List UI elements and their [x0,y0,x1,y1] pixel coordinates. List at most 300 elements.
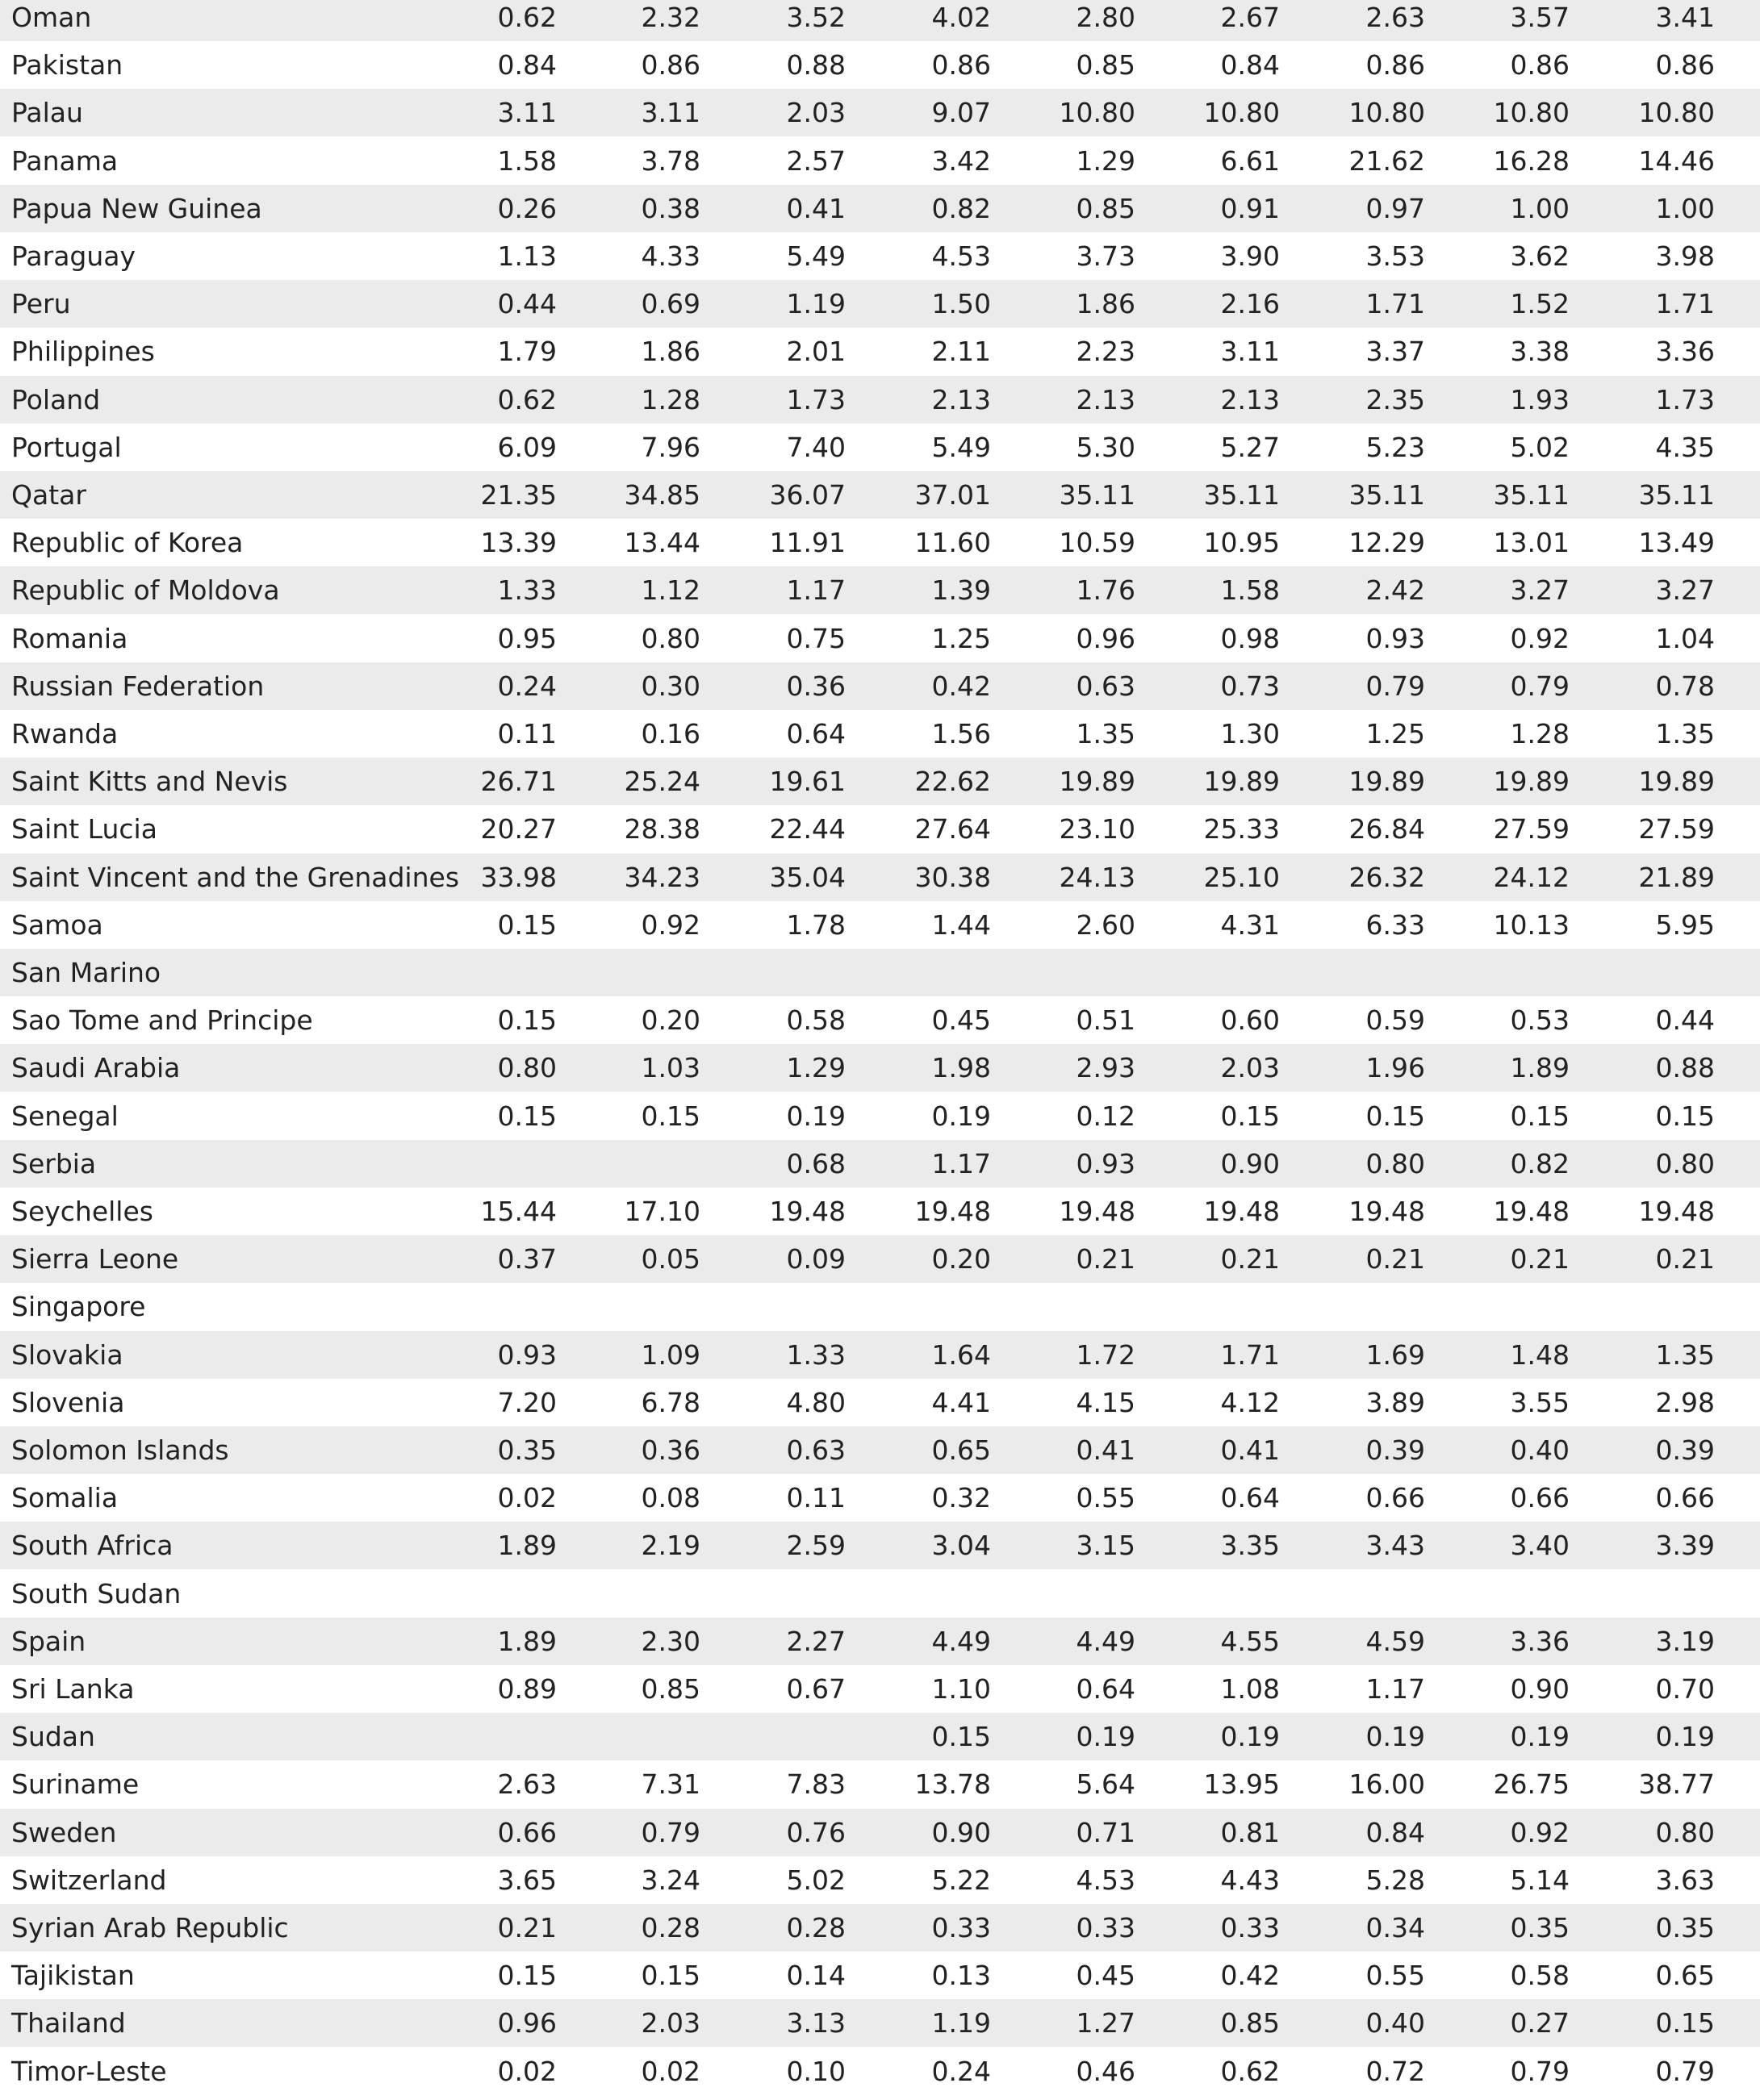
value-cell: 0.90 [1220,1147,1280,1179]
value-cell: 4.31 [1220,908,1280,941]
value-cell: 0.33 [1220,1912,1280,1943]
value-cell: 10.80 [1493,97,1570,129]
value-cell: 2.11 [931,336,991,368]
value-cell: 4.35 [1655,431,1715,463]
value-cell: 13.95 [1203,1768,1280,1801]
value-cell: 0.15 [1655,2007,1715,2039]
value-cell: 0.10 [786,2055,846,2087]
value-cell: 0.15 [931,1721,991,1753]
value-cell: 16.00 [1348,1768,1425,1801]
value-cell: 1.86 [1076,288,1135,320]
value-cell: 0.63 [1076,670,1135,702]
value-cell: 0.80 [1655,1816,1715,1848]
value-cell: 3.38 [1510,336,1570,368]
country-name: Seychelles [11,1196,153,1227]
value-cell: 0.96 [1076,622,1135,654]
value-cell: 3.37 [1365,336,1425,368]
value-cell: 0.02 [497,2055,557,2087]
value-cell: 4.80 [786,1386,846,1418]
value-cell: 0.96 [497,2007,557,2039]
value-cell: 4.53 [931,240,991,272]
value-cell: 35.11 [1348,479,1425,511]
table-row [0,1426,1760,1474]
value-cell: 0.26 [497,192,557,224]
value-cell [1288,1283,1425,1330]
country-name: Slovakia [11,1338,123,1371]
value-cell: 2.23 [1076,336,1135,368]
value-cell: 0.79 [1365,670,1425,702]
country-name: Serbia [11,1147,97,1179]
table-row [0,471,1760,519]
value-cell: 33.98 [480,861,557,893]
value-cell: 6.33 [1365,908,1425,941]
value-cell [1143,1570,1280,1618]
value-cell: 0.34 [1365,1912,1425,1943]
value-cell: 1.96 [1365,1052,1425,1084]
value-cell: 0.15 [1655,1100,1715,1132]
country-name: Slovenia [11,1386,125,1418]
value-cell: 4.15 [1076,1386,1135,1418]
value-cell: 0.19 [1220,1721,1280,1753]
table-row [0,41,1760,89]
value-cell: 0.82 [931,192,991,224]
value-cell: 0.86 [1655,49,1715,81]
value-cell: 5.95 [1655,908,1715,941]
value-cell: 0.69 [641,288,700,320]
value-cell: 7.40 [786,431,846,463]
value-cell: 0.15 [1510,1100,1570,1132]
value-cell: 0.28 [641,1912,700,1943]
table-row [0,1665,1760,1713]
country-name: Poland [11,383,101,415]
value-cell: 19.48 [1638,1196,1715,1227]
value-cell: 0.90 [931,1816,991,1848]
value-cell: 3.63 [1655,1864,1715,1896]
value-cell: 0.88 [1655,1052,1715,1084]
value-cell: 1.56 [931,718,991,749]
country-name: South Africa [11,1530,173,1562]
value-cell: 10.59 [1059,527,1135,559]
country-name: South Sudan [11,1577,182,1609]
value-cell: 5.27 [1220,431,1280,463]
value-cell: 1.93 [1510,383,1570,415]
value-cell: 14.46 [1638,144,1715,177]
value-cell: 1.71 [1365,288,1425,320]
country-name: Sierra Leone [11,1243,179,1275]
value-cell: 0.20 [641,1004,700,1037]
value-cell: 0.20 [931,1243,991,1275]
value-cell: 1.00 [1655,192,1715,224]
value-cell: 1.76 [1076,574,1135,607]
table-row [0,137,1760,185]
value-cell: 26.75 [1493,1768,1570,1801]
value-cell: 1.33 [497,574,557,607]
country-name: Panama [11,144,119,177]
value-cell: 1.08 [1220,1673,1280,1705]
country-name: Senegal [11,1100,119,1132]
country-name: Spain [11,1625,86,1657]
value-cell: 0.66 [497,1816,557,1848]
table-row [0,1140,1760,1188]
value-cell: 0.55 [1076,1482,1135,1514]
table-row [0,1235,1760,1283]
value-cell: 0.02 [497,1482,557,1514]
value-cell: 0.88 [786,49,846,81]
value-cell: 0.05 [641,1243,700,1275]
value-cell: 0.27 [1510,2007,1570,2039]
table-row [0,1283,1760,1330]
value-cell: 10.13 [1493,908,1570,941]
value-cell: 2.98 [1655,1386,1715,1418]
country-name: Samoa [11,908,103,941]
value-cell: 1.89 [1510,1052,1570,1084]
value-cell: 1.78 [786,908,846,941]
value-cell: 0.65 [1655,1960,1715,1992]
value-cell: 2.03 [641,2007,700,2039]
value-cell: 4.53 [1076,1864,1135,1896]
value-cell: 0.08 [641,1482,700,1514]
value-cell: 0.68 [786,1147,846,1179]
value-cell [709,1283,846,1330]
value-cell: 0.70 [1655,1673,1715,1705]
value-cell: 0.58 [1510,1960,1570,1992]
value-cell: 1.12 [641,574,700,607]
value-cell: 1.17 [786,574,846,607]
value-cell: 3.78 [641,144,700,177]
value-cell: 20.27 [480,813,557,845]
value-cell: 0.78 [1655,670,1715,702]
value-cell: 0.71 [1076,1816,1135,1848]
value-cell: 4.49 [931,1625,991,1657]
value-cell: 2.80 [1076,2,1135,33]
value-cell: 7.31 [641,1768,700,1801]
value-cell: 4.02 [931,2,991,33]
country-name: Timor-Leste [11,2055,167,2087]
value-cell: 1.58 [1220,574,1280,607]
country-name: Philippines [11,336,155,368]
value-cell: 1.48 [1510,1338,1570,1371]
table-row [0,328,1760,375]
value-cell: 1.64 [931,1338,991,1371]
value-cell: 0.38 [641,192,700,224]
country-name: Peru [11,288,71,320]
value-cell: 19.61 [769,766,846,798]
value-cell: 22.44 [769,813,846,845]
country-name: Republic of Korea [11,527,244,559]
value-cell: 35.11 [1203,479,1280,511]
value-cell: 13.49 [1638,527,1715,559]
value-cell: 5.14 [1510,1864,1570,1896]
value-cell: 0.58 [786,1004,846,1037]
value-cell: 3.35 [1220,1530,1280,1562]
country-name: Singapore [11,1291,146,1323]
value-cell [1578,1570,1715,1618]
value-cell: 0.86 [931,49,991,81]
value-cell [420,1283,557,1330]
value-cell: 2.35 [1365,383,1425,415]
value-cell: 21.62 [1348,144,1425,177]
value-cell: 2.13 [931,383,991,415]
value-cell: 0.93 [497,1338,557,1371]
value-cell: 3.11 [497,97,557,129]
country-name: Republic of Moldova [11,574,280,607]
value-cell: 0.64 [1220,1482,1280,1514]
value-cell: 0.75 [786,622,846,654]
value-cell: 0.19 [1365,1721,1425,1753]
value-cell: 0.35 [1510,1912,1570,1943]
value-cell: 1.35 [1655,1338,1715,1371]
value-cell: 0.11 [497,718,557,749]
value-cell: 0.39 [1655,1434,1715,1466]
value-cell: 4.41 [931,1386,991,1418]
value-cell: 0.45 [931,1004,991,1037]
value-cell: 0.19 [1655,1721,1715,1753]
value-cell [420,1570,557,1618]
value-cell: 0.44 [497,288,557,320]
value-cell: 7.96 [641,431,700,463]
value-cell: 25.33 [1203,813,1280,845]
value-cell: 0.41 [1076,1434,1135,1466]
value-cell: 0.21 [1510,1243,1570,1275]
value-cell: 0.15 [641,1960,700,1992]
value-cell: 19.48 [1348,1196,1425,1227]
value-cell: 1.89 [497,1530,557,1562]
value-cell [998,1283,1135,1330]
value-cell: 0.21 [497,1912,557,1943]
value-cell: 1.35 [1076,718,1135,749]
value-cell: 0.80 [641,622,700,654]
value-cell: 1.03 [641,1052,700,1084]
value-cell: 0.15 [497,1960,557,1992]
value-cell: 19.89 [1059,766,1135,798]
table-row [0,1618,1760,1665]
table-row [0,566,1760,614]
table-row [0,1188,1760,1235]
value-cell: 6.09 [497,431,557,463]
value-cell: 0.86 [1510,49,1570,81]
value-cell [1432,1570,1570,1618]
value-cell: 2.27 [786,1625,846,1657]
country-name: Paraguay [11,240,136,272]
value-cell: 1.50 [931,288,991,320]
value-cell: 1.73 [786,383,846,415]
value-cell: 0.36 [641,1434,700,1466]
value-cell: 0.82 [1510,1147,1570,1179]
value-cell: 10.80 [1059,97,1135,129]
value-cell [1143,949,1280,996]
value-cell: 0.81 [1220,1816,1280,1848]
value-cell: 16.28 [1493,144,1570,177]
table-row [0,0,1760,41]
country-name: Saudi Arabia [11,1052,181,1084]
value-cell: 0.64 [1076,1673,1135,1705]
value-cell: 0.73 [1220,670,1280,702]
value-cell: 19.48 [1059,1196,1135,1227]
value-cell: 3.04 [931,1530,991,1562]
value-cell: 30.38 [914,861,991,893]
value-cell: 5.02 [786,1864,846,1896]
value-cell: 0.84 [497,49,557,81]
value-cell: 0.65 [931,1434,991,1466]
value-cell: 0.85 [1076,49,1135,81]
value-cell: 1.17 [931,1147,991,1179]
country-name: Papua New Guinea [11,192,262,224]
table-row [0,1522,1760,1569]
table-row [0,89,1760,136]
value-cell [1288,1570,1425,1618]
value-cell: 0.09 [786,1243,846,1275]
value-cell: 19.89 [1638,766,1715,798]
country-name: Suriname [11,1768,140,1801]
value-cell: 0.85 [1220,2007,1280,2039]
value-cell: 12.29 [1348,527,1425,559]
value-cell: 5.49 [931,431,991,463]
table-row [0,901,1760,949]
table-row [0,1856,1760,1904]
table-row [0,1379,1760,1426]
value-cell: 1.58 [497,144,557,177]
value-cell: 27.64 [914,813,991,845]
value-cell: 3.65 [497,1864,557,1896]
country-name: Saint Kitts and Nevis [11,766,288,798]
value-cell: 0.15 [497,908,557,941]
value-cell: 19.89 [1203,766,1280,798]
value-cell: 11.60 [914,527,991,559]
value-cell: 25.10 [1203,861,1280,893]
value-cell: 5.64 [1076,1768,1135,1801]
value-cell: 35.11 [1493,479,1570,511]
value-cell: 26.84 [1348,813,1425,845]
value-cell: 1.71 [1655,288,1715,320]
value-cell: 0.40 [1365,2007,1425,2039]
value-cell: 3.36 [1655,336,1715,368]
value-cell: 0.35 [497,1434,557,1466]
value-cell: 15.44 [480,1196,557,1227]
value-cell: 3.39 [1655,1530,1715,1562]
value-cell: 5.23 [1365,431,1425,463]
value-cell: 0.79 [641,1816,700,1848]
value-cell: 5.22 [931,1864,991,1896]
value-cell [1578,1283,1715,1330]
value-cell: 3.36 [1510,1625,1570,1657]
value-cell: 25.24 [624,766,700,798]
value-cell: 4.55 [1220,1625,1280,1657]
table-row [0,996,1760,1044]
value-cell: 2.57 [786,144,846,177]
value-cell: 28.38 [624,813,700,845]
value-cell: 2.63 [1365,2,1425,33]
value-cell: 0.36 [786,670,846,702]
value-cell: 36.07 [769,479,846,511]
value-cell: 7.83 [786,1768,846,1801]
value-cell: 34.23 [624,861,700,893]
country-name: Palau [11,97,83,129]
value-cell: 1.35 [1655,718,1715,749]
value-cell: 1.10 [931,1673,991,1705]
value-cell: 26.32 [1348,861,1425,893]
value-cell: 3.19 [1655,1625,1715,1657]
value-cell: 0.62 [497,2,557,33]
value-cell: 2.19 [641,1530,700,1562]
value-cell: 0.32 [931,1482,991,1514]
value-cell: 4.59 [1365,1625,1425,1657]
table-row [0,1474,1760,1522]
value-cell: 0.85 [1076,192,1135,224]
value-cell: 0.19 [1076,1721,1135,1753]
value-cell: 1.19 [931,2007,991,2039]
value-cell: 2.16 [1220,288,1280,320]
value-cell: 1.73 [1655,383,1715,415]
value-cell [420,1713,557,1760]
table-row [0,2048,1760,2095]
country-name: Portugal [11,431,122,463]
table-row [0,1570,1760,1618]
value-cell: 0.15 [497,1004,557,1037]
value-cell: 0.55 [1365,1960,1425,1992]
table-row [0,1092,1760,1140]
value-cell: 13.44 [624,527,700,559]
table-row [0,185,1760,232]
table-row [0,854,1760,901]
value-cell: 3.90 [1220,240,1280,272]
value-cell: 21.89 [1638,861,1715,893]
table-row [0,280,1760,328]
value-cell [854,1283,991,1330]
country-name: Saint Vincent and the Grenadines [11,861,460,893]
value-cell: 0.33 [1076,1912,1135,1943]
value-cell: 0.45 [1076,1960,1135,1992]
value-cell: 0.86 [641,49,700,81]
table-row [0,1809,1760,1856]
value-cell: 10.80 [1203,97,1280,129]
value-cell [1288,949,1425,996]
value-cell [854,949,991,996]
value-cell [563,1570,700,1618]
value-cell: 0.19 [1510,1721,1570,1753]
value-cell [1432,949,1570,996]
value-cell [1578,949,1715,996]
value-cell: 11.91 [769,527,846,559]
value-cell: 13.01 [1493,527,1570,559]
country-name: Sao Tome and Principe [11,1004,313,1037]
country-name: Oman [11,2,92,33]
value-cell: 6.78 [641,1386,700,1418]
value-cell: 4.12 [1220,1386,1280,1418]
value-cell: 0.64 [786,718,846,749]
value-cell: 0.62 [1220,2055,1280,2087]
value-cell: 0.84 [1365,1816,1425,1848]
table-row [0,232,1760,280]
value-cell [563,1283,700,1330]
value-cell: 0.98 [1220,622,1280,654]
value-cell: 0.11 [786,1482,846,1514]
value-cell [1432,1283,1570,1330]
value-cell [709,949,846,996]
value-cell [563,1140,700,1188]
table-row [0,1999,1760,2047]
value-cell: 0.66 [1510,1482,1570,1514]
country-name: Tajikistan [11,1960,135,1992]
value-cell: 24.12 [1493,861,1570,893]
value-cell: 2.01 [786,336,846,368]
value-cell: 0.92 [1510,1816,1570,1848]
value-cell: 0.92 [1510,622,1570,654]
value-cell [854,1570,991,1618]
value-cell: 10.80 [1638,97,1715,129]
value-cell: 0.16 [641,718,700,749]
value-cell: 3.13 [786,2007,846,2039]
value-cell: 0.93 [1076,1147,1135,1179]
